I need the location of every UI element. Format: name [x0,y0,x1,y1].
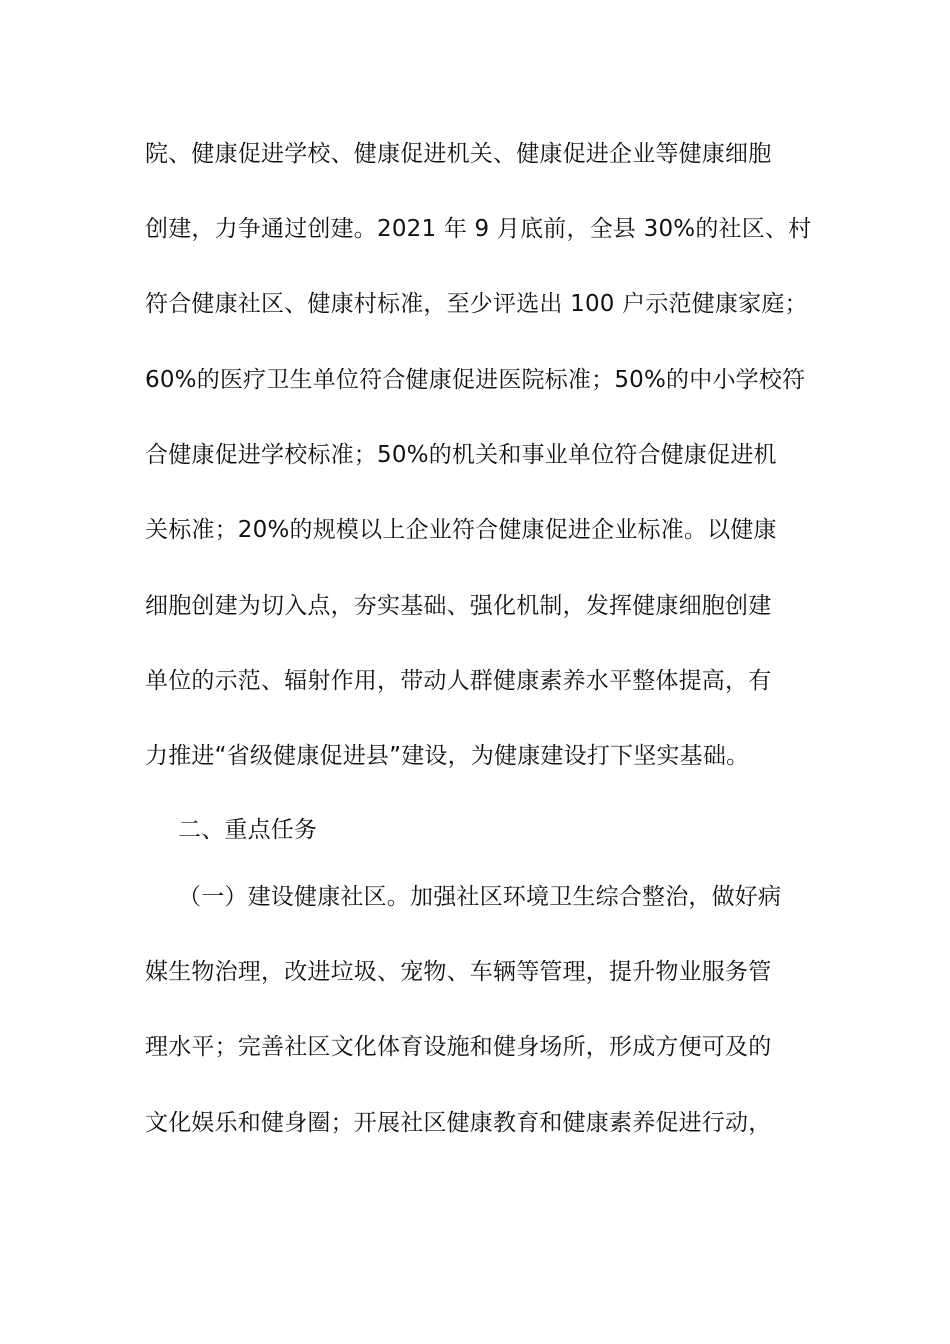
paragraph-line: 关标准；20%的规模以上企业符合健康促进企业标准。以健康 [145,517,777,543]
paragraph-line: （一）建设健康社区。加强社区环境卫生综合整治，做好病 [178,884,782,910]
paragraph-line: 媒生物治理，改进垃圾、宠物、车辆等管理，提升物业服务管 [145,959,772,985]
paragraph-line: 细胞创建为切入点，夯实基础、强化机制，发挥健康细胞创建 [145,593,772,619]
paragraph-line: 力推进“省级健康促进县”建设，为健康建设打下坚实基础。 [145,743,750,769]
paragraph-line: 符合健康社区、健康村标准，至少评选出 100 户示范健康家庭； [145,291,808,317]
paragraph-line: 60%的医疗卫生单位符合健康促进医院标准；50%的中小学校符 [145,367,806,393]
paragraph-line: 文化娱乐和健身圈；开展社区健康教育和健康素养促进行动， [145,1110,772,1136]
paragraph-line: 理水平；完善社区文化体育设施和健身场所，形成方便可及的 [145,1034,772,1060]
section-heading: 二、重点任务 [178,817,318,843]
paragraph-line: 院、健康促进学校、健康促进机关、健康促进企业等健康细胞 [145,141,772,167]
paragraph-line: 创建，力争通过创建。2021 年 9 月底前，全县 30%的社区、村 [145,216,812,242]
paragraph-line: 单位的示范、辐射作用，带动人群健康素养水平整体提高，有 [145,668,772,694]
paragraph-line: 合健康促进学校标准；50%的机关和事业单位符合健康促进机 [145,442,777,468]
